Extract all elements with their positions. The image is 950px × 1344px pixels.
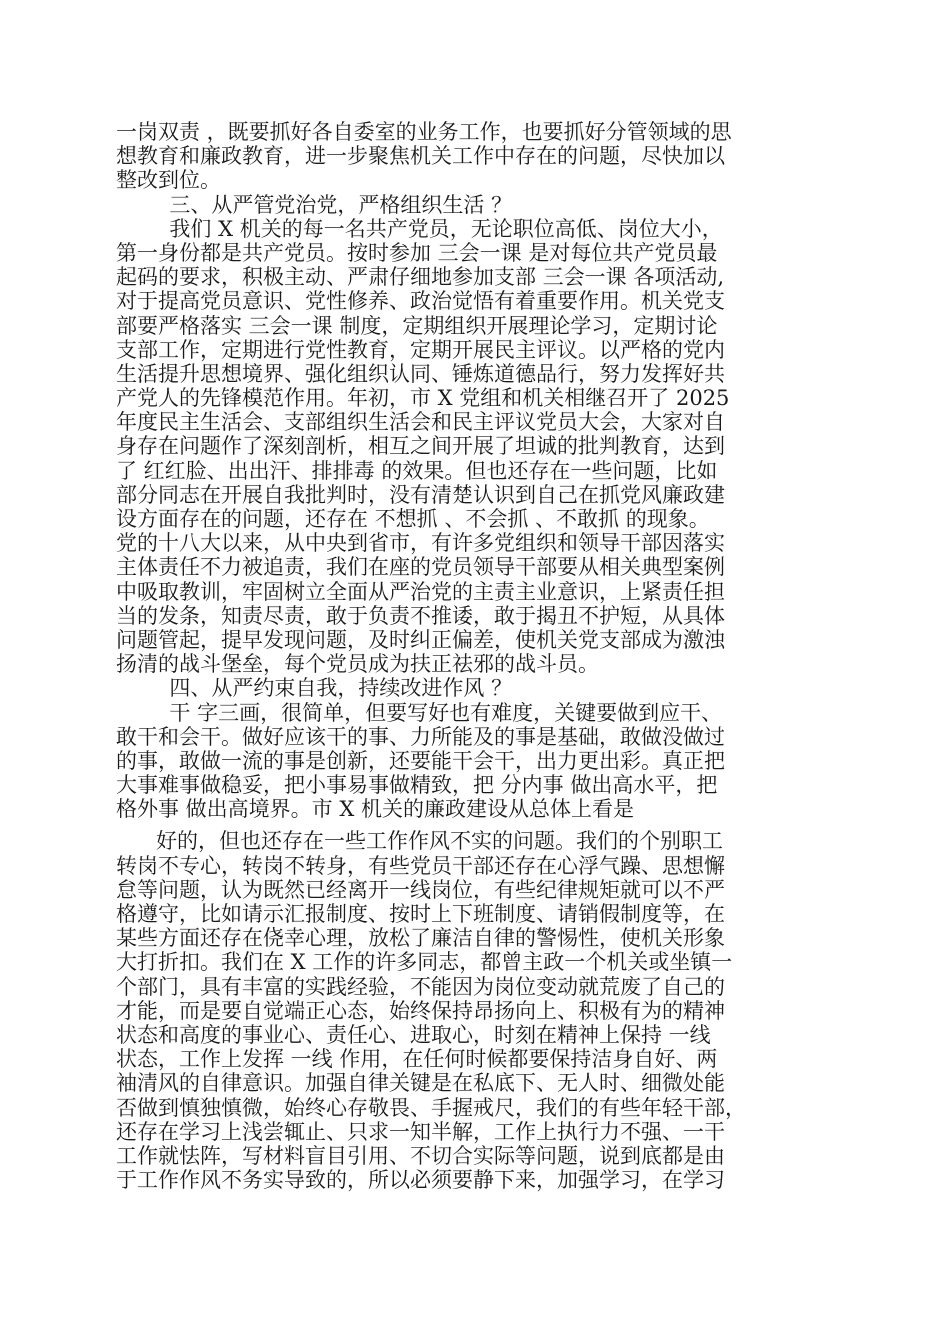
text-line: 设方面存在的问题，还存在 不想抓 、不会抓 、不敢抓 的现象。 [116, 507, 710, 531]
text-line: 中吸取教训，牢固树立全面从严治党的主责主业意识，上紧责任担 [116, 579, 725, 604]
text-line: 某些方面还存在侥幸心理，放松了廉洁自律的警惕性，使机关形象 [116, 926, 725, 951]
text-line: 格遵守，比如请示汇报制度、按时上下班制度、请销假制度等，在 [116, 902, 725, 926]
text-line: 才能，而是要自觉端正心态，始终保持昂扬向上、积极有为的精神 [116, 998, 725, 1023]
text-line: 主体责任不力被追责，我们在座的党员领导干部要从相关典型案例 [116, 555, 725, 580]
text-line: 我们 X 机关的每一名共产党员，无论职位高低、岗位大小， [116, 216, 723, 241]
text-line: 支部工作，定期进行党性教育，定期开展民主评议。以严格的党内 [116, 337, 725, 362]
text-line: 状态，工作上发挥 一线 作用，在任何时候都要保持洁身自好、两 [116, 1047, 718, 1072]
text-line: 对于提高党员意识、党性修养、政治觉悟有着重要作用。机关党支 [116, 289, 725, 314]
section-heading-3: 三、从严管党治党，严格组织生活 ？ [116, 192, 513, 217]
text-line: 于工作作风不务实导致的，所以必须要静下来，加强学习，在学习 [116, 1168, 725, 1193]
text-line: 袖清风的自律意识。加强自律关键是在私底下、无人时、细微处能 [116, 1071, 725, 1096]
text-line: 否做到慎独慎微，始终心存敬畏、手握戒尺，我们的有些年轻干部， [116, 1095, 746, 1120]
text-line: 部要严格落实 三会一课 制度，定期组织开展理论学习，定期讨论 [116, 313, 718, 338]
text-line: 工作就怯阵，写材料盲目引用、不切合实际等问题，说到底都是由 [116, 1143, 725, 1168]
text-line: 年度民主生活会、支部组织生活会和民主评议党员大会，大家对自 [116, 410, 725, 435]
text-line: 扬清的战斗堡垒，每个党员成为扶正祛邪的战斗员。 [116, 652, 599, 677]
text-line: 的事，敢做一流的事是创新，还要能干会干，出力更出彩。真正把 [116, 748, 725, 773]
section-heading-4: 四、从严约束自我，持续改进作风 ？ [116, 676, 513, 701]
document-page [116, 120, 816, 1192]
paragraph-gap [116, 821, 816, 829]
text-line: 还存在学习上浅尝辄止、只求一知半解，工作上执行力不强、一干 [116, 1119, 725, 1144]
text-line: 当的发条，知责尽责，敢于负责不推诿，敢于揭丑不护短，从具体 [116, 603, 725, 628]
text-line: 产党人的先锋模范作用。年初，市 X 党组和机关相继召开了 2025 [116, 386, 730, 411]
text-line: 转岗不专心，转岗不转身，有些党员干部还存在心浮气躁、思想懈 [116, 853, 725, 878]
text-line: 一岗双责 ，既要抓好各自委室的业务工作，也要抓好分管领域的思 [116, 120, 732, 144]
text-line: 格外事 做出高境界。市 X 机关的廉政建设从总体上看是 [116, 797, 634, 822]
text-line: 想教育和廉政教育，进一步聚焦机关工作中存在的问题，尽快加以 [116, 144, 725, 169]
text-line: 个部门，具有丰富的实践经验，不能因为岗位变动就荒废了自己的 [116, 974, 725, 999]
text-line: 怠等问题，认为既然已经离开一线岗位，有些纪律规矩就可以不严 [116, 877, 725, 902]
text-line: 状态和高度的事业心、责任心、进取心，时刻在精神上保持 一线 [116, 1022, 711, 1047]
text-line: 了 红红脸、出出汗、排排毒 的效果。但也还存在一些问题，比如 [116, 458, 718, 483]
text-line: 大事难事做稳妥，把小事易事做精致，把 分内事 做出高水平，把 [116, 773, 718, 798]
text-line: 好的，但也还存在一些工作作风不实的问题。我们的个别职工 [116, 829, 724, 854]
text-line: 问题管起，提早发现问题，及时纠正偏差，使机关党支部成为激浊 [116, 627, 725, 652]
text-line: 大打折扣。我们在 X 工作的许多同志，都曾主政一个机关或坐镇一 [116, 950, 733, 975]
text-line: 生活提升思想境界、强化组织认同、锤炼道德品行，努力发挥好共 [116, 361, 725, 386]
text-line: 干 字三画，很简单，但要写好也有难度，关键要做到应干、 [116, 700, 723, 725]
text-line: 敢干和会干。做好应该干的事、力所能及的事是基础，敢做没做过 [116, 724, 725, 749]
text-line: 第一身份都是共产党员。按时参加 三会一课 是对每位共产党员最 [116, 240, 718, 265]
text-line: 整改到位。 [116, 168, 221, 193]
text-line: 党的十八大以来，从中央到省市，有许多党组织和领导干部因落实 [116, 531, 725, 556]
text-line: 起码的要求，积极主动、严肃仔细地参加支部 三会一课 各项活动, [116, 265, 725, 290]
text-line: 身存在问题作了深刻剖析，相互之间开展了坦诚的批判教育，达到 [116, 434, 725, 459]
text-line: 部分同志在开展自我批判时，没有清楚认识到自己在抓党风廉政建 [116, 482, 725, 507]
